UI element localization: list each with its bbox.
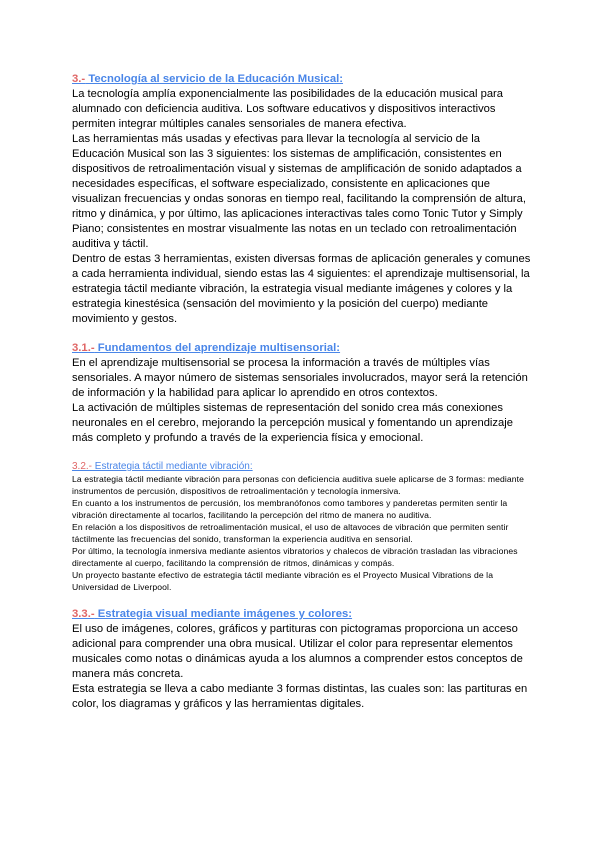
paragraph: El uso de imágenes, colores, gráficos y partituras con pictogramas proporciona un acceso adicional para comprender una obra musical. Utilizar el color para representar elementos musicales como notas o dinámicas ayuda a los alumnos a comprender estos conceptos de manera más concreta.	[72, 623, 523, 680]
paragraph: En el aprendizaje multisensorial se procesa la información a través de múltiples vías sensoriales. A mayor número de sistemas sensoriales involucrados, mayor será la retención de información y la habilidad para aplicar lo aprendido en otros contextos.	[72, 357, 528, 399]
paragraph: Un proyecto bastante efectivo de estrategia táctil mediante vibración es el Proyecto Musical Vibrations de la Universidad de Liverpool.	[72, 570, 494, 592]
paragraph: La estrategia táctil mediante vibración para personas con deficiencia auditiva suele aplicarse de 3 formas: mediante instrumentos de percusión, dispositivos de retroalimentación y tecnología inmersiva.	[72, 474, 525, 496]
section-title: Fundamentos del aprendizaje multisensorial:	[94, 342, 341, 354]
paragraph: En relación a los dispositivos de retroalimentación musical, el uso de altavoces de vibración que permiten sentir táctilmente las frecuencias del sonido, transforman la experiencia auditiva en sensorial.	[72, 522, 509, 544]
section-number: 3.-	[72, 73, 86, 85]
document-page	[72, 72, 532, 726]
section-technology	[72, 72, 532, 327]
section-heading	[72, 607, 532, 622]
section-heading	[72, 460, 532, 473]
section-number: 3.3.-	[72, 608, 95, 620]
paragraph: Esta estrategia se lleva a cabo mediante 3 formas distintas, las cuales son: las partituras en color, los diagramas y gráficos y las herramientas digitales.	[72, 683, 528, 710]
section-tactile	[72, 460, 532, 593]
paragraph: Por último, la tecnología inmersiva mediante asientos vibratorios y chalecos de vibración trasladan las vibraciones directamente al cuerpo, facilitando la comprensión de ritmos, dinámicas y compás.	[72, 546, 518, 568]
section-title: Estrategia táctil mediante vibración:	[92, 461, 253, 472]
section-title: Tecnología al servicio de la Educación Musical:	[85, 73, 344, 85]
paragraph: La activación de múltiples sistemas de representación del sonido crea más conexiones neuronales en el cerebro, mejorando la percepción musical y fomentando un aprendizaje más completo y profundo a través de la experiencia física y emocional.	[72, 402, 513, 444]
paragraph: La tecnología amplía exponencialmente las posibilidades de la educación musical para alumnado con deficiencia auditiva. Los software educativos y dispositivos interactivos permiten integrar múltiples canales sensoriales de manera efectiva.	[72, 88, 503, 130]
section-heading	[72, 72, 532, 87]
section-visual	[72, 607, 532, 712]
paragraph: Dentro de estas 3 herramientas, existen diversas formas de aplicación generales y comunes a cada herramienta individual, siendo estas las 4 siguientes: el aprendizaje multisensorial, la estrategia táctil mediante vibración, la estrategia visual mediante imágenes y colores y la estrategia kinestésica (sensación del movimiento y la posición del cuerpo) mediante movimiento y gestos.	[72, 253, 531, 325]
section-number: 3.1.-	[72, 342, 95, 354]
paragraph: Las herramientas más usadas y efectivas para llevar la tecnología al servicio de la Educación Musical son las 3 siguientes: los sistemas de amplificación, consistentes en dispositivos de retroalimentación visual y sistemas de amplificación de sonido adaptados a necesidades específicas, el software especializado, consistente en aplicaciones que visualizan frecuencias y ondas sonoras en tiempo real, facilitando la comprensión de altura, ritmo y dinámica, y por último, las aplicaciones interactivas tales como Tonic Tutor y Simply Piano; consistentes en mostrar visualmente las notas en un teclado con retroalimentación auditiva y táctil.	[72, 133, 526, 250]
paragraph: En cuanto a los instrumentos de percusión, los membranófonos como tambores y panderetas permiten sentir la vibración directamente al tocarlos, facilitando la percepción del ritmo de manera no auditiva.	[72, 498, 508, 520]
section-title: Estrategia visual mediante imágenes y colores:	[94, 608, 353, 620]
section-heading	[72, 341, 532, 356]
section-number: 3.2.-	[72, 461, 93, 472]
section-multisensory	[72, 341, 532, 446]
